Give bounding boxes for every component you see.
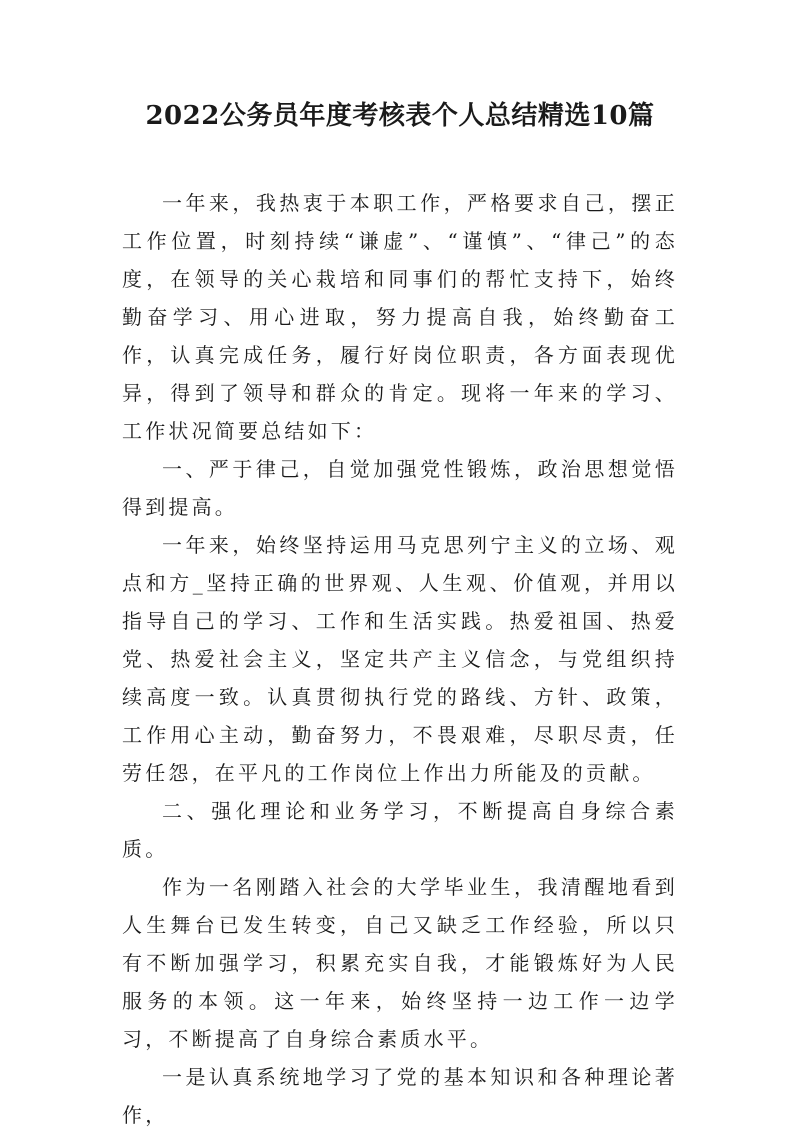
document-title: 2022公务员年度考核表个人总结精选10篇 <box>145 101 655 131</box>
paragraph-point-1: 一是认真系统地学习了党的基本知识和各种理论著作， <box>122 1065 678 1127</box>
document-body <box>122 184 678 1134</box>
section-heading-2: 二、强化理论和业务学习，不断提高自身综合素质。 <box>122 799 678 861</box>
paragraph-intro: 一年来，我热衷于本职工作，严格要求自己，摆正工作位置，时刻持续“谦虚”、“谨慎”、“律己”的态度，在领导的关心栽培和同事们的帮忙支持下，始终勤奋学习、用心进取，努力提高自我，始终勤奋工作，认真完成任务，履行好岗位职责，各方面表现优异，得到了领导和群众的肯定。现将一年来的学习、工作状况简要总结如下： <box>122 191 678 443</box>
section-heading-1: 一、严于律己，自觉加强党性锻炼，政治思想觉悟得到提高。 <box>122 457 678 519</box>
paragraph-section-1: 一年来，始终坚持运用马克思列宁主义的立场、观点和方_坚持正确的世界观、人生观、价值观，并用以指导自己的学习、工作和生活实践。热爱祖国、热爱党、热爱社会主义，坚定共产主义信念，与党组织持续高度一致。认真贯彻执行党的路线、方针、政策，工作用心主动，勤奋努力，不畏艰难，尽职尽责，任劳任怨，在平凡的工作岗位上作出力所能及的贡献。 <box>122 533 678 785</box>
paragraph-section-2: 作为一名刚踏入社会的大学毕业生，我清醒地看到人生舞台已发生转变，自己又缺乏工作经验，所以只有不断加强学习，积累充实自我，才能锻炼好为人民服务的本领。这一年来，始终坚持一边工作一边学习，不断提高了自身综合素质水平。 <box>122 875 678 1051</box>
